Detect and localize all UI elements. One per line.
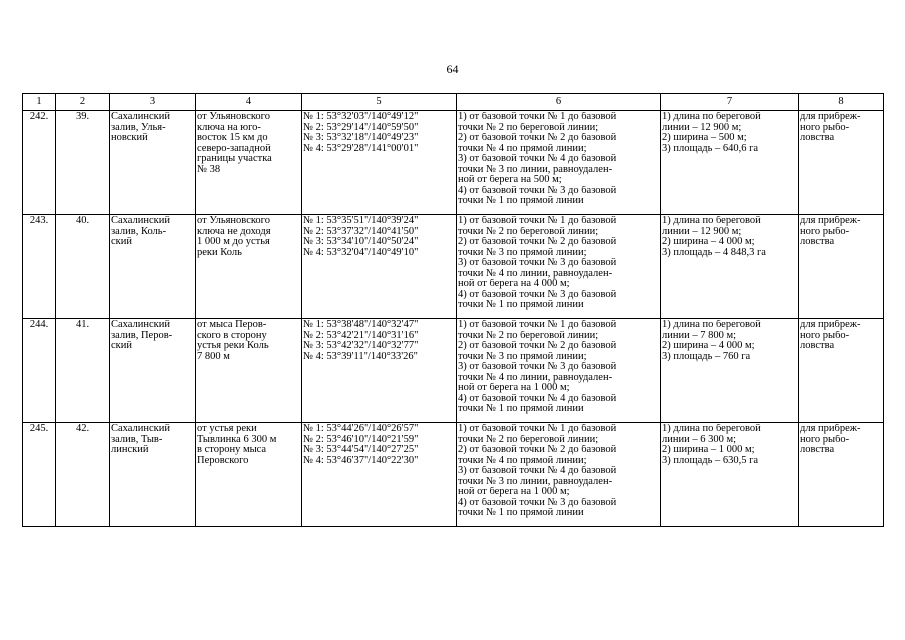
cell-line: 2) от базовой точки № 2 до базовой (458, 237, 617, 247)
cell-line: 2) от базовой точки № 2 до базовой (458, 133, 617, 143)
cell-line: для прибреж- (800, 424, 861, 434)
cell-line: № 1: 53°38'48"/140°32'47" (303, 320, 419, 330)
cell-line: № 4: 53°32'04"/140°49'10" (303, 247, 419, 258)
cell-line: ного рыбо- (800, 122, 850, 133)
cell-line: северо-западной (197, 143, 271, 154)
cell-line: Перовского (197, 455, 249, 466)
cell-line: точки № 2 по береговой линии; (458, 330, 599, 341)
location-cell (110, 319, 196, 423)
cell-line: 1) от базовой точки № 1 до базовой (458, 424, 617, 434)
column-header: 4 (196, 94, 302, 111)
cell-line: линии – 6 300 м; (662, 434, 737, 445)
cell-line: точки № 3 по прямой линии; (458, 351, 587, 362)
table-row (23, 111, 884, 215)
cell-line: точки № 1 по прямой линии (458, 508, 584, 518)
column-header: 5 (302, 94, 457, 111)
cell-line: Тывлинка 6 300 м (197, 434, 277, 445)
cell-line: № 4: 53°29'28"/141°00'01" (303, 143, 419, 154)
cell-line: 3) площадь – 760 га (662, 351, 751, 362)
cell-line: точки № 2 по береговой линии; (458, 434, 599, 445)
column-header: 7 (661, 94, 799, 111)
cell-line: 3) от базовой точки № 3 до базовой (458, 362, 617, 372)
column-header: 2 (56, 94, 110, 111)
table-row (23, 423, 884, 527)
cell-line: устья реки Коль (197, 341, 269, 351)
row-number-cell: 242. (23, 111, 56, 215)
cell-line: ного рыбо- (800, 330, 850, 341)
dimensions-cell (661, 111, 799, 215)
row-number-cell: 245. (23, 423, 56, 527)
cell-line: линии – 12 900 м; (662, 122, 742, 133)
cell-line: 2) ширина – 1 000 м; (662, 445, 755, 455)
row-number-cell: 243. (23, 215, 56, 319)
cell-line: 4) от базовой точки № 3 до базовой (458, 497, 617, 508)
cell-line: № 1: 53°32'03"/140°49'12" (303, 112, 419, 122)
purpose-cell (799, 423, 884, 527)
cell-line: № 3: 53°44'54"/140°27'25" (303, 445, 419, 455)
cell-line: 1) от базовой точки № 1 до базовой (458, 320, 617, 330)
cell-line: Сахалинский (111, 320, 171, 330)
cell-line: ский (111, 237, 132, 247)
cell-line: для прибреж- (800, 112, 861, 122)
cell-line: залив, Тыв- (111, 434, 163, 445)
column-header: 8 (799, 94, 884, 111)
area-number-cell: 41. (56, 319, 110, 423)
boundaries-cell (196, 423, 302, 527)
cell-line: ского в сторону (197, 330, 267, 341)
cell-line: залив, Улья- (111, 122, 166, 133)
cell-line: 1) от базовой точки № 1 до базовой (458, 216, 617, 226)
coordinates-cell (302, 111, 457, 215)
dimensions-cell (661, 423, 799, 527)
cell-line: Сахалинский (111, 216, 171, 226)
fishing-areas-table (22, 93, 884, 527)
cell-line: залив, Коль- (111, 226, 167, 237)
cell-line: ключа на юго- (197, 122, 261, 133)
coordinates-cell (302, 319, 457, 423)
cell-line: 1) от базовой точки № 1 до базовой (458, 112, 617, 122)
cell-line: 3) от базовой точки № 4 до базовой (458, 466, 617, 476)
cell-line: ловства (800, 341, 835, 351)
cell-line: № 2: 53°29'14"/140°59'50" (303, 122, 419, 133)
boundaries-cell (196, 319, 302, 423)
area-number-cell: 40. (56, 215, 110, 319)
cell-line: точки № 1 по прямой линии (458, 300, 584, 310)
cell-line: точки № 3 по прямой линии; (458, 247, 587, 258)
dimensions-cell (661, 215, 799, 319)
cell-line: 3) от базовой точки № 4 до базовой (458, 154, 617, 164)
cell-line: 1) длина по береговой (662, 424, 761, 434)
cell-line: линии – 7 800 м; (662, 330, 737, 341)
table-row (23, 319, 884, 423)
cell-line: 1 000 м до устья (197, 237, 270, 247)
cell-line: восток 15 км до (197, 133, 268, 143)
cell-line: ский (111, 341, 132, 351)
cell-line: точки № 4 по прямой линии; (458, 455, 587, 466)
cell-line: 1) длина по береговой (662, 320, 761, 330)
table-row (23, 215, 884, 319)
purpose-cell (799, 319, 884, 423)
column-header: 6 (457, 94, 661, 111)
cell-line: точки № 3 по линии, равноудален- (458, 164, 613, 175)
cell-line: реки Коль (197, 247, 242, 258)
cell-line: от Ульяновского (197, 216, 270, 226)
cell-line: ной от берега на 1 000 м; (458, 487, 570, 497)
cell-line: ной от берега на 1 000 м; (458, 383, 570, 393)
boundaries-cell (196, 111, 302, 215)
cell-line: 3) площадь – 630,5 га (662, 455, 759, 466)
cell-line: № 3: 53°32'18"/140°49'23" (303, 133, 419, 143)
cell-line: в сторону мыса (197, 445, 267, 455)
cell-line: 3) от базовой точки № 3 до базовой (458, 258, 617, 268)
cell-line: 1) длина по береговой (662, 112, 761, 122)
cell-line: № 2: 53°46'10"/140°21'59" (303, 434, 419, 445)
cell-line: точки № 2 по береговой линии; (458, 226, 599, 237)
cell-line: 3) площадь – 640,6 га (662, 143, 759, 154)
cell-line: № 4: 53°46'37"/140°22'30" (303, 455, 419, 466)
cell-line: ключа не доходя (197, 226, 271, 237)
cell-line: ловства (800, 445, 835, 455)
cell-line: залив, Перов- (111, 330, 173, 341)
cell-line: 2) от базовой точки № 2 до базовой (458, 341, 617, 351)
cell-line: ного рыбо- (800, 226, 850, 237)
coordinates-cell (302, 423, 457, 527)
cell-line: ловства (800, 133, 835, 143)
cell-line: ного рыбо- (800, 434, 850, 445)
boundary-lines-cell (457, 423, 661, 527)
cell-line: № 4: 53°39'11"/140°33'26" (303, 351, 418, 362)
cell-line: Сахалинский (111, 112, 171, 122)
cell-line: ловства (800, 237, 835, 247)
cell-line: 4) от базовой точки № 3 до базовой (458, 185, 617, 196)
cell-line: № 1: 53°35'51"/140°39'24" (303, 216, 419, 226)
cell-line: № 3: 53°34'10"/140°50'24" (303, 237, 419, 247)
cell-line: 2) ширина – 500 м; (662, 133, 747, 143)
cell-line: 2) ширина – 4 000 м; (662, 237, 755, 247)
boundary-lines-cell (457, 319, 661, 423)
cell-line: 4) от базовой точки № 3 до базовой (458, 289, 617, 300)
cell-line: № 3: 53°42'32"/140°32'77" (303, 341, 419, 351)
cell-line: точки № 1 по прямой линии (458, 196, 584, 206)
cell-line: ной от берега на 500 м; (458, 175, 562, 185)
purpose-cell (799, 111, 884, 215)
cell-line: границы участка (197, 154, 272, 164)
coordinates-cell (302, 215, 457, 319)
cell-line: 2) ширина – 4 000 м; (662, 341, 755, 351)
cell-line: № 1: 53°44'26"/140°26'57" (303, 424, 419, 434)
boundaries-cell (196, 215, 302, 319)
cell-line: 7 800 м (197, 351, 230, 362)
header-row (23, 94, 884, 111)
cell-line: от мыса Перов- (197, 320, 267, 330)
boundary-lines-cell (457, 215, 661, 319)
cell-line: 4) от базовой точки № 4 до базовой (458, 393, 617, 404)
cell-line: точки № 4 по линии, равноудален- (458, 372, 613, 383)
cell-line: 2) от базовой точки № 2 до базовой (458, 445, 617, 455)
area-number-cell: 39. (56, 111, 110, 215)
cell-line: новский (111, 133, 148, 143)
cell-line: 3) площадь – 4 848,3 га (662, 247, 766, 258)
cell-line: точки № 4 по линии, равноудален- (458, 268, 613, 279)
cell-line: № 2: 53°37'32"/140°41'50" (303, 226, 419, 237)
boundary-lines-cell (457, 111, 661, 215)
page-number: 64 (446, 62, 459, 76)
cell-line: от устья реки (197, 424, 257, 434)
cell-line: для прибреж- (800, 320, 861, 330)
location-cell (110, 215, 196, 319)
cell-line: точки № 3 по линии, равноудален- (458, 476, 613, 487)
column-header: 1 (23, 94, 56, 111)
location-cell (110, 423, 196, 527)
cell-line: от Ульяновского (197, 112, 270, 122)
cell-line: 1) длина по береговой (662, 216, 761, 226)
location-cell (110, 111, 196, 215)
cell-line: точки № 1 по прямой линии (458, 404, 584, 414)
area-number-cell: 42. (56, 423, 110, 527)
cell-line: № 2: 53°42'21"/140°31'16" (303, 330, 419, 341)
purpose-cell (799, 215, 884, 319)
cell-line: линии – 12 900 м; (662, 226, 742, 237)
cell-line: для прибреж- (800, 216, 861, 226)
row-number-cell: 244. (23, 319, 56, 423)
cell-line: ной от берега на 4 000 м; (458, 279, 570, 289)
cell-line: точки № 4 по прямой линии; (458, 143, 587, 154)
cell-line: точки № 2 по береговой линии; (458, 122, 599, 133)
cell-line: Сахалинский (111, 424, 171, 434)
cell-line: № 38 (197, 164, 221, 175)
cell-line: линский (111, 445, 149, 455)
column-header: 3 (110, 94, 196, 111)
dimensions-cell (661, 319, 799, 423)
